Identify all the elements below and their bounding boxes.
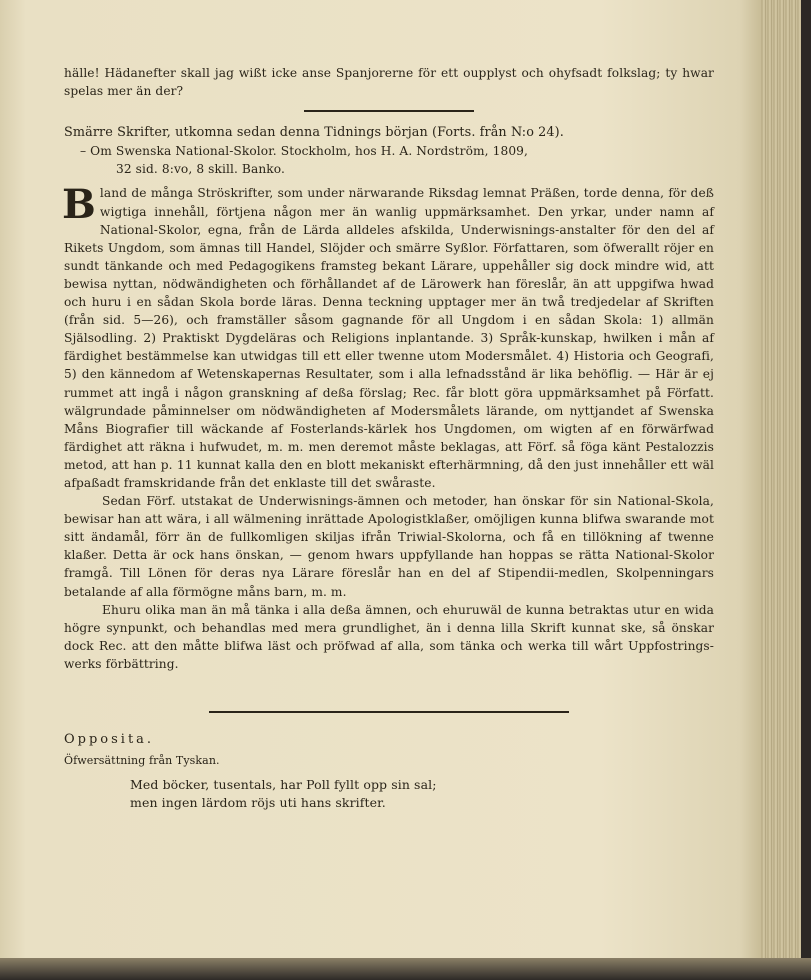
poem-divider bbox=[209, 711, 569, 713]
review-paragraph-2: Sedan Förf. utstakat de Underwisnings-ämnen och metoder, han önskar för sin National-Skola, bewisar han att wära, i all wälmening inrättade Apologistklaßer, omöjligen kunna blifwa swarande mot sitt ändamål, förr än de fullkomligen skiljas ifrån Triwial-Skolorna, och få en tillökning af twenne klaßer. Detta är ock hans önskan, — genom hwars uppfyllande han hoppas se rätta National-Skolor framgå. Till Lönen för deras nya Lärare föreslår han en del af Stipendii-medlen, Skolpenningars betalande af alla förmögne måns barn, m. m. bbox=[64, 494, 714, 599]
verse-line-2: men ingen lärdom röjs uti hans skrifter. bbox=[130, 795, 386, 811]
review-paragraph-1 bbox=[62, 181, 714, 492]
section-heading: Smärre Skrifter, utkomna sedan denna Tidnings början (Forts. från N:o 24). bbox=[64, 125, 564, 141]
intro-text: hälle! Hädanefter skall jag wißt icke anse Spanjorerne för ett oupplyst och ohyfsadt folkslag; ty hwar spelas mer än der? bbox=[64, 66, 714, 99]
page-content bbox=[64, 64, 714, 812]
verse-line-1: Med böcker, tusentals, har Poll fyllt opp sin sal; bbox=[130, 777, 437, 793]
review-paragraph-3: Ehuru olika man än må tänka i alla deßa ämnen, och ehuruwäl de kunna betraktas utur en wida högre synpunkt, och behandlas med mera grundlighet, än i denna lilla Skrift kunnat ske, så önskar dock Rec. att den måtte blifwa läst och pröfwad af alla, som tänka och werka till wårt Uppfostrings-werks förbättring. bbox=[64, 602, 714, 671]
poem-subtitle: Öfwersättning från Tyskan. bbox=[64, 754, 220, 768]
poem-title: Opposita. bbox=[64, 732, 155, 747]
review-publication-info: 32 sid. 8:vo, 8 skill. Banko. bbox=[116, 162, 285, 177]
section-divider bbox=[304, 110, 474, 112]
review-title: – Om Swenska National-Skolor. Stockholm, hos H. A. Nordström, 1809, bbox=[80, 144, 529, 159]
drop-cap: B bbox=[62, 181, 96, 229]
paragraph-1-text: land de många Ströskrifter, som under närwarande Riksdag lemnat Präßen, torde denna, för deß wigtiga innehåll, förtjena någon mer än wanlig uppmärksamhet. Den yrkar, under namn af National-Skolor, egna, från de Lärda alldeles afskilda, Underwisnings-anstalter för den del af Rikets Ungdom, som ämnas till Handel, Slöjder och smärre Syßlor. Författaren, som öfwerallt röjer en sundt tänkande och med Pedagogikens framsteg bekant Lärare, uppehåller sig dock mindre wid, att bewisa nyttan, nödwändigheten och förhållandet af de Lärowerk han föreslår, än att uppgifwa hwad och huru i en sådan Skola borde läras. Denna teckning upptager mer än twå tredjedelar af Skriften (från sid. 5—26), och framställer såsom gagnande för all Ungdom i en sådan Skola: 1) allmän Själsodling. 2) Praktiskt Dygdeläras och Religions inplantande. 3) Språk-kunskap, hwilken i mån af färdighet bestämmelse kan utwidgas till ett eller twenne utom Modersmålet. 4) Historia och Geografi, 5) den kännedom af Wetenskapernas Resultater, som i alla lefnadsstånd är lika behöflig. — Här är ej rummet att ingå i någon granskning af deßa förslag; Rec. får blott göra uppmärksamhet på Författ. wälgrundade påminnelser om nödwändigheten af Modersmålets lärande, om nyttjandet af Swenska Måns Biografier till wäckande af Fosterlands-kärlek hos Ungdomen, om wigten af en förwärfwad färdighet att räkna i hufwudet, m. m. men deremot måste beklagas, att Förf. så föga känt Pestalozzis metod, att han p. 11 kunnat kalla den en blott mekaniskt efterhärmning, då den just innehåller ett wäl afpaßadt framskridande från det enklaste till det swåraste. bbox=[64, 186, 714, 490]
scan-bottom-edge bbox=[0, 958, 811, 980]
page-edges bbox=[760, 0, 811, 980]
